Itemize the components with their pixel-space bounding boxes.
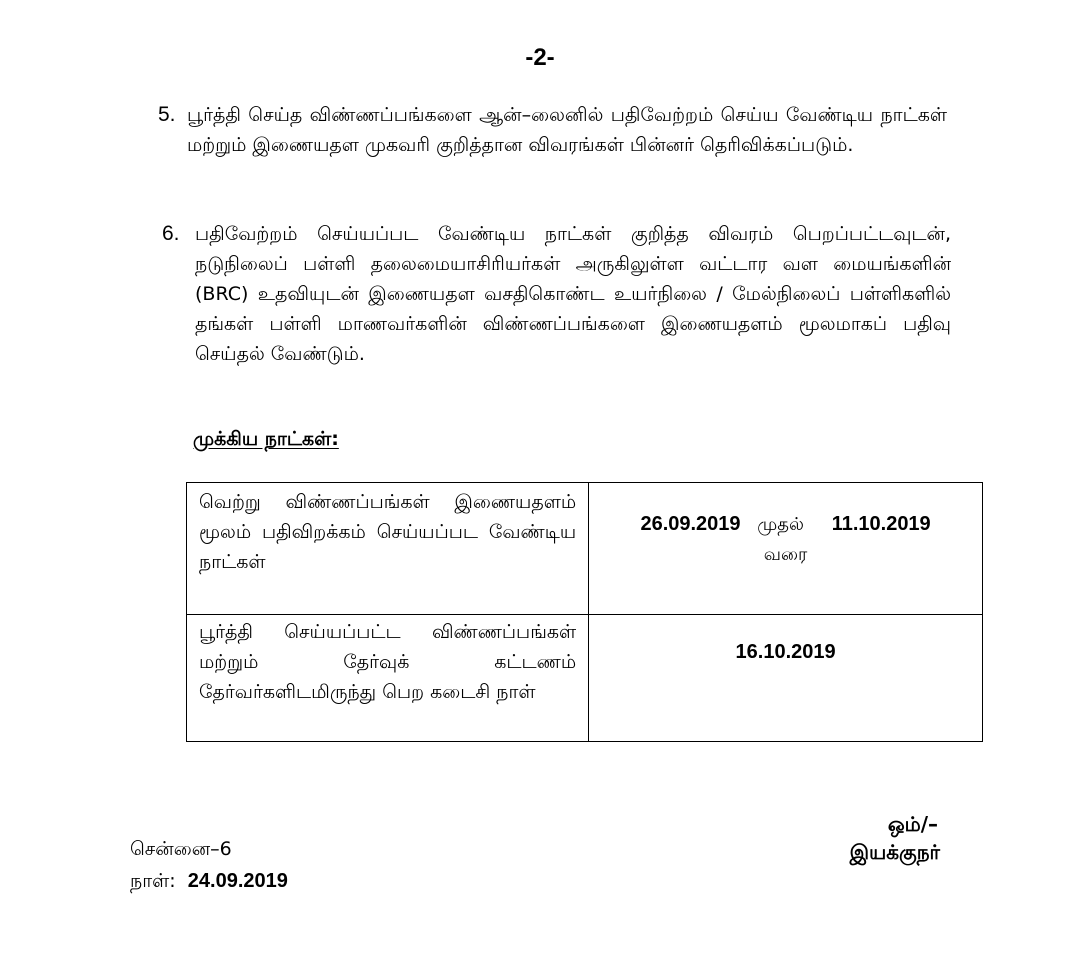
to-word: வரை: [763, 544, 808, 565]
table-cell-description: பூர்த்தி செய்யப்பட்ட விண்ணப்பங்கள் மற்றும் தேர்வுக் கட்டணம் தேர்வர்களிடமிருந்து பெற கடைசி நாள்: [187, 615, 589, 742]
table-row: [187, 615, 983, 742]
table-cell-date-range: [589, 483, 983, 615]
signature-designation: இயக்குநர்: [849, 840, 940, 864]
from-word: முதல்: [757, 514, 804, 535]
page-number: -2-: [525, 44, 555, 71]
table-cell-description: வெற்று விண்ணப்பங்கள் இணையதளம் மூலம் பதிவிறக்கம் செய்யப்பட வேண்டிய நாட்கள்: [187, 483, 589, 615]
to-date: 11.10.2019: [831, 513, 931, 535]
important-dates-table: [186, 482, 983, 742]
table-row: [187, 483, 983, 615]
footer-date-value: 24.09.2019: [187, 870, 288, 892]
list-item-6: [162, 219, 962, 374]
list-item-5: [158, 100, 958, 195]
item-text: பதிவேற்றம் செய்யப்பட வேண்டிய நாட்கள் குறித்த விவரம் பெறப்பட்டவுடன், நடுநிலைப் பள்ளி தலைமையாசிரியர்கள் அருகிலுள்ள வட்டார வள மையங்களின் (BRC) உதவியுடன் இணையதள வசதிகொண்ட உயர்நிலை / மேல்நிலைப் பள்ளிகளில் தங்கள் பள்ளி மாணவர்களின் விண்ணப்பங்களை இணையதளம் மூலமாகப் பதிவு செய்தல் வேண்டும்.: [195, 223, 951, 365]
table-cell-date: 16.10.2019: [589, 615, 983, 742]
from-date: 26.09.2019: [640, 513, 741, 535]
footer-date: [130, 870, 288, 895]
item-number: 6.: [162, 222, 180, 245]
footer-place: சென்னை–6: [130, 838, 232, 860]
item-text: பூர்த்தி செய்த விண்ணப்பங்களை ஆன்–லைனில் பதிவேற்றம் செய்ய வேண்டிய நாட்கள் மற்றும் இணையதள முகவரி குறித்தான விவரங்கள் பின்னர் தெரிவிக்கப்படும்.: [187, 104, 947, 156]
important-dates-heading: முக்கிய நாட்கள்:: [193, 428, 339, 450]
footer-date-label: நாள்:: [130, 870, 176, 892]
item-number: 5.: [158, 103, 176, 126]
signature-sd: ஒம்/–: [887, 812, 938, 836]
